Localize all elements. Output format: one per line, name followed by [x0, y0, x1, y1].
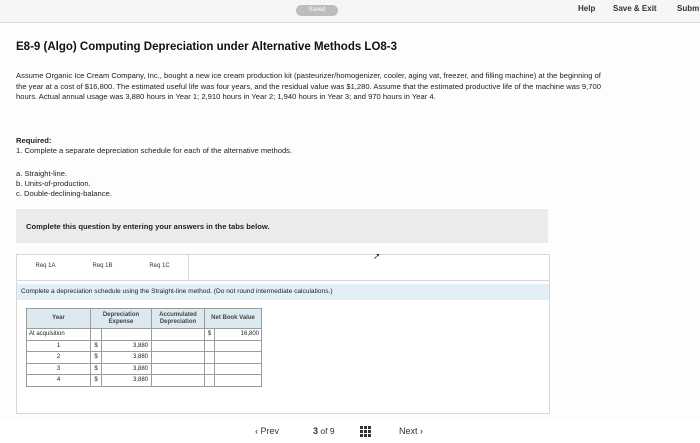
chevron-right-icon: › [420, 426, 424, 436]
tab-req-1b[interactable]: Req 1B [74, 255, 132, 280]
tab-req-1a[interactable]: Req 1A [17, 255, 75, 280]
chevron-left-icon: ‹ [255, 426, 258, 436]
top-bar [0, 0, 700, 23]
currency-sign: $ [91, 363, 102, 375]
depreciation-table [26, 308, 262, 387]
prev-button[interactable]: ‹ Prev [255, 426, 280, 436]
method-units-of-production: b. Units-of-production. [16, 179, 91, 188]
currency-sign: $ [91, 340, 102, 352]
year-cell: 1 [27, 340, 91, 352]
page-indicator: 3 of 9 [313, 426, 335, 436]
currency-sign: $ [205, 329, 215, 341]
help-link[interactable]: Help [578, 4, 596, 13]
dep-expense-input[interactable]: 3,880 [102, 340, 152, 352]
problem-title: E8-9 (Algo) Computing Depreciation under Alternative Methods LO8-3 [16, 41, 398, 53]
header-dep-expense: Depreciation Expense [91, 309, 152, 329]
mouse-cursor-icon: ➚ [373, 251, 381, 261]
bottom-nav [0, 420, 700, 443]
table-row [27, 375, 262, 387]
year-cell: 4 [27, 375, 91, 387]
currency-sign: $ [91, 375, 102, 387]
instruction-text: Complete a depreciation schedule using the Straight-line method. (Do not round intermediate calculations.) [21, 288, 333, 295]
saved-indicator: Saved [296, 5, 338, 16]
header-acc-dep: Accumulated Depreciation [152, 309, 205, 329]
method-straight-line: a. Straight-line. [16, 169, 68, 178]
submit-button[interactable]: Subm [677, 4, 700, 13]
header-nbv: Net Book Value [205, 309, 262, 329]
instruction-bar [17, 284, 549, 300]
banner-text: Complete this question by entering your answers in the tabs below. [26, 222, 270, 231]
currency-sign: $ [91, 352, 102, 364]
save-exit-button[interactable]: Save & Exit [613, 4, 657, 13]
table-row [27, 352, 262, 364]
dep-expense-input[interactable]: 3,880 [102, 375, 152, 387]
dep-expense-input[interactable]: 3,880 [102, 352, 152, 364]
acquisition-label: At acquisition [27, 329, 91, 341]
table-row [27, 363, 262, 375]
problem-text: Assume Organic Ice Cream Company, Inc., bought a new ice cream production kit (pasteurizer/homogenizer, cooler, aging vat, freezer, and filling machine) at the beginning of the year at a cost of $16,800. The estimated useful life was four years, and the residual value was $1,280. Assume that the estimated productive life of the machine was 9,700 hours. Actual annual usage was 3,880 hours in Year 1; 2,910 hours in Year 2; 1,940 hours in Year 3; and 970 hours in Year 4. [16, 71, 601, 101]
year-cell: 3 [27, 363, 91, 375]
grid-icon[interactable] [360, 426, 371, 437]
table-row-acquisition [27, 329, 262, 341]
instructions-banner [16, 209, 548, 243]
year-cell: 2 [27, 352, 91, 364]
tab-req-1c[interactable]: Req 1C [131, 255, 189, 280]
table-header-row [27, 309, 262, 329]
method-double-declining: c. Double-declining-balance. [16, 189, 112, 198]
table-row [27, 340, 262, 352]
tab-bar [16, 254, 550, 281]
next-button[interactable]: Next › [399, 426, 424, 436]
tab-panel [16, 280, 550, 414]
required-heading: Required: [16, 136, 52, 145]
required-item: 1. Complete a separate depreciation schedule for each of the alternative methods. [16, 146, 293, 155]
header-year: Year [27, 309, 91, 329]
nbv-input-acquisition[interactable]: 16,800 [215, 329, 262, 341]
dep-expense-input[interactable]: 3,880 [102, 363, 152, 375]
